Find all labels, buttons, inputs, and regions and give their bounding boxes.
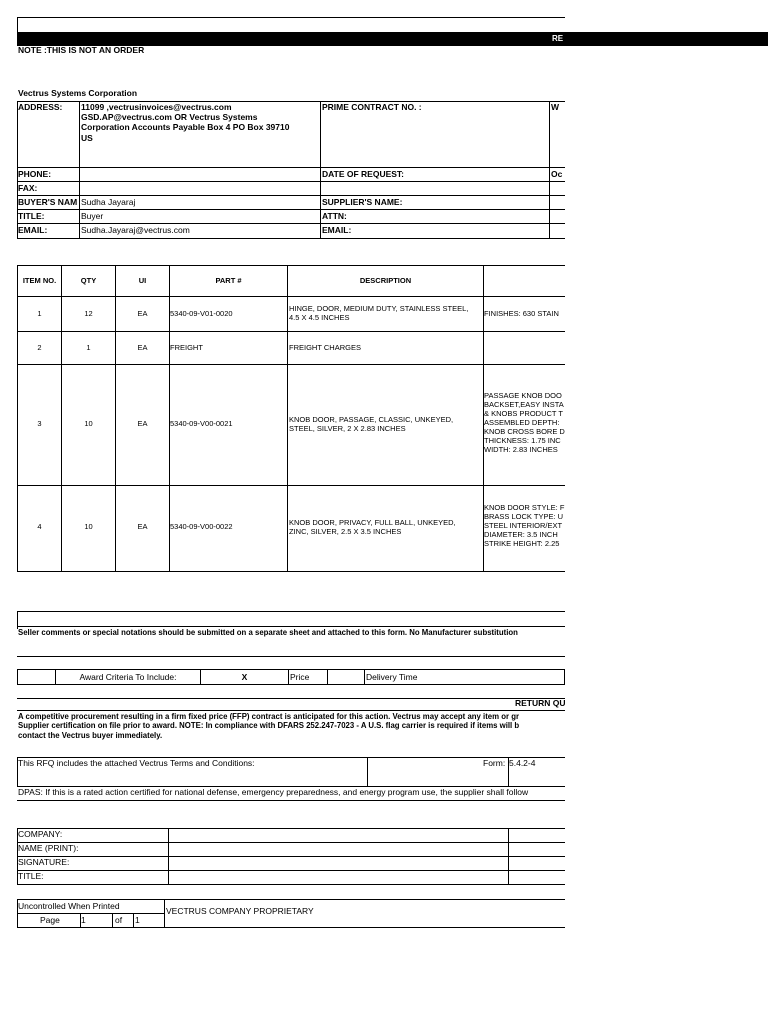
- rule: [17, 167, 565, 168]
- page-number: 1: [81, 915, 86, 925]
- rule: [17, 828, 565, 829]
- company-label: COMPANY:: [18, 829, 63, 839]
- fax-label: FAX:: [18, 183, 38, 193]
- rule: [133, 913, 134, 927]
- rule: [367, 757, 368, 786]
- form-value: 5.4.2-4: [509, 758, 536, 768]
- cell-part: 5340-09-V00-0021: [170, 419, 233, 428]
- cell-part: 5340-09-V00-0022: [170, 522, 233, 531]
- title-label: TITLE:: [18, 211, 45, 221]
- rule: [320, 101, 321, 238]
- procurement-text: A competitive procurement resulting in a firm fixed price (FFP) contract is anticipated for this action. Vectrus may accept any item or gr Supplier certification on file prior to award. NOTE: In compliance with DFARS 252.247-7023 - A U.S. flag carrier is required if items will b contact the Vectrus buyer immediately.: [18, 712, 520, 740]
- rule: [17, 626, 565, 627]
- rule: [17, 223, 565, 224]
- seller-comments: Seller comments or special notations should be submitted on a separate sheet and attached to this form. No Manufacturer substitution: [18, 628, 518, 637]
- buyer-name-value: Sudha Jayaraj: [81, 197, 136, 207]
- form-label: Form:: [483, 758, 506, 768]
- cell-extra: FINISHES: 630 STAIN: [484, 309, 559, 318]
- company-name: Vectrus Systems Corporation: [18, 88, 138, 98]
- cell-qty: 10: [84, 522, 93, 531]
- cell-item: 2: [37, 343, 42, 352]
- rule: [17, 884, 565, 885]
- cell-ui: EA: [137, 522, 148, 531]
- col-header-part: PART #: [215, 276, 242, 285]
- signature-label: SIGNATURE:: [18, 857, 70, 867]
- rule: [17, 181, 565, 182]
- prime-contract-label: PRIME CONTRACT NO. :: [322, 102, 422, 112]
- cell-part: FREIGHT: [170, 343, 203, 352]
- rule: [17, 611, 565, 612]
- address-value: 11099 ,vectrusinvoices@vectrus.com GSD.AP@vectrus.com OR Vectrus Systems Corporation Accounts Payable Box 4 PO Box 39710 US: [81, 102, 290, 143]
- rule: [17, 899, 565, 900]
- return-quote-label: RETURN QU: [515, 698, 566, 708]
- cell-ui: EA: [137, 419, 148, 428]
- award-criteria-label: Award Criteria To Include:: [79, 672, 177, 682]
- rule: [17, 842, 565, 843]
- rule: [17, 669, 565, 670]
- of-label: of: [115, 915, 123, 925]
- cell-item: 1: [37, 309, 42, 318]
- cell-qty: 1: [86, 343, 91, 352]
- rule: [17, 238, 565, 239]
- rule: [17, 656, 565, 657]
- email-label: EMAIL:: [18, 225, 48, 235]
- cell-ui: EA: [137, 343, 148, 352]
- proprietary-label: VECTRUS COMPANY PROPRIETARY: [166, 906, 314, 916]
- name-print-label: NAME (PRINT):: [18, 843, 79, 853]
- terms-text: This RFQ includes the attached Vectrus Terms and Conditions:: [18, 758, 255, 768]
- attn-label: ATTN:: [322, 211, 347, 221]
- rule: [17, 17, 18, 32]
- cell-qty: 10: [84, 419, 93, 428]
- cell-extra: KNOB DOOR STYLE: F BRASS LOCK TYPE: U STEEL INTERIOR/EXT DIAMETER: 3.5 INCH STRIKE HEIGHT: 2.25: [484, 503, 565, 548]
- rule: [79, 101, 80, 238]
- rule: [17, 927, 565, 928]
- not-an-order-note: NOTE :THIS IS NOT AN ORDER: [18, 45, 145, 55]
- rule: [17, 870, 565, 871]
- rule: [17, 856, 565, 857]
- cell-description: KNOB DOOR, PRIVACY, FULL BALL, UNKEYED, ZINC, SILVER, 2.5 X 3.5 INCHES: [289, 518, 456, 536]
- rule: [17, 195, 565, 196]
- cell-item: 4: [37, 522, 42, 531]
- col-header-qty: QTY: [80, 276, 97, 285]
- cell-description: KNOB DOOR, PASSAGE, CLASSIC, UNKEYED, STEEL, SILVER, 2 X 2.83 INCHES: [289, 415, 454, 433]
- rule: [17, 209, 565, 210]
- phone-label: PHONE:: [18, 169, 52, 179]
- buyer-name-label: BUYER'S NAM: [18, 197, 78, 207]
- rule: [327, 669, 328, 684]
- cell-extra: PASSAGE KNOB DOO BACKSET,EASY INSTA & KNOBS PRODUCT T ASSEMBLED DEPTH: KNOB CROSS BORE D THICKNESS: 1.75 INC WIDTH: 2.83 INCHES: [484, 391, 565, 454]
- rule: [287, 265, 288, 571]
- supplier-email-label: EMAIL:: [322, 225, 352, 235]
- rule: [164, 899, 165, 927]
- title-value: Buyer: [81, 211, 104, 221]
- award-price: Price: [290, 672, 310, 682]
- banner-text: RE: [552, 34, 564, 43]
- rule: [17, 913, 164, 914]
- uncontrolled-notice: Uncontrolled When Printed: [18, 901, 120, 911]
- rule: [17, 669, 18, 684]
- rule: [17, 17, 565, 18]
- cell-part: 5340-09-V01-0020: [170, 309, 233, 318]
- prime-contract-value: W: [551, 102, 560, 112]
- rule: [508, 828, 509, 884]
- rule: [288, 669, 289, 684]
- rule: [17, 710, 565, 711]
- col-header-item: ITEM NO.: [22, 276, 57, 285]
- award-mark: X: [241, 672, 248, 682]
- rule: [17, 571, 565, 572]
- cell-qty: 12: [84, 309, 93, 318]
- col-header-description: DESCRIPTION: [359, 276, 412, 285]
- page-label: Page: [40, 915, 60, 925]
- rule: [549, 101, 550, 238]
- date-value: Oc: [551, 169, 563, 179]
- title-banner: [17, 32, 768, 46]
- rule: [17, 684, 565, 685]
- dpas-text: DPAS: If this is a rated action certified for national defense, emergency preparedness, and energy program use, the supplier shall follow: [18, 787, 529, 797]
- page-total: 1: [135, 915, 140, 925]
- rule: [17, 698, 565, 699]
- cell-description: FREIGHT CHARGES: [289, 343, 361, 352]
- rule: [364, 669, 365, 684]
- cell-ui: EA: [137, 309, 148, 318]
- rule: [17, 800, 565, 801]
- rule: [564, 669, 565, 684]
- date-label: DATE OF REQUEST:: [322, 169, 405, 179]
- cell-description: HINGE, DOOR, MEDIUM DUTY, STAINLESS STEEL, 4.5 X 4.5 INCHES: [289, 304, 469, 322]
- rule: [112, 913, 113, 927]
- email-value: Sudha.Jayaraj@vectrus.com: [81, 225, 190, 235]
- address-label: ADDRESS:: [18, 102, 63, 112]
- cell-item: 3: [37, 419, 42, 428]
- signer-title-label: TITLE:: [18, 871, 44, 881]
- award-delivery-time: Delivery Time: [366, 672, 418, 682]
- rule: [168, 828, 169, 884]
- supplier-name-label: SUPPLIER'S NAME:: [322, 197, 403, 207]
- col-header-ui: UI: [138, 276, 147, 285]
